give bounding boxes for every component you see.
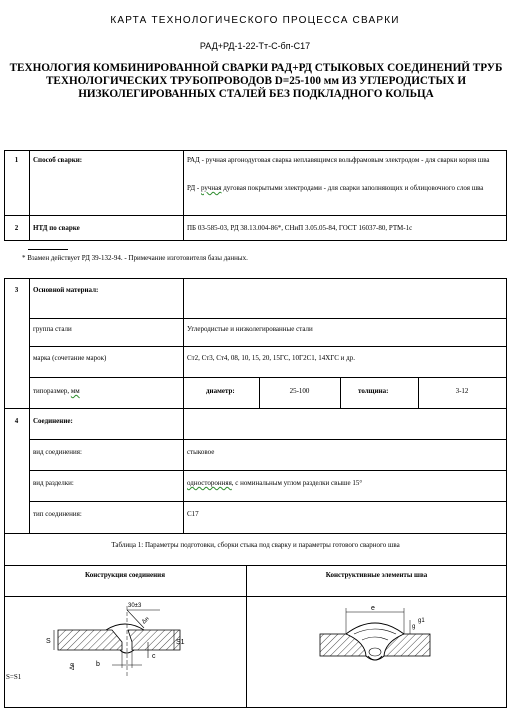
diameter-value: 25-100 <box>289 387 310 395</box>
weld-elements-drawing <box>310 598 440 706</box>
row-1-number: 1 <box>14 156 19 164</box>
table-1-caption: Таблица 1: Параметры подготовки, сборки стыка под сварку и параметры готового сварного шва <box>111 541 400 549</box>
angle-label: 30±3 <box>128 603 142 609</box>
thickness-label: толщина: <box>358 387 389 395</box>
diameter-label: диаметр: <box>206 387 235 395</box>
grade-label: марка (сочетание марок) <box>33 354 107 362</box>
groove-label: вид разделки: <box>33 479 74 487</box>
size-label: типоразмер, мм <box>33 387 80 395</box>
delta-b-label: Δв <box>70 662 76 670</box>
b-label: b <box>96 661 100 668</box>
heading-line-2: ТЕХНОЛОГИЧЕСКИХ ТРУБОПРОВОДОВ D=25-100 мм ИЗ УГЛЕРОДИСТЫХ И <box>45 75 467 87</box>
joint-code-value: С17 <box>187 510 199 518</box>
joint-construction-drawing <box>48 598 244 706</box>
row-3-number: 3 <box>14 286 19 294</box>
heading-line-3: НИЗКОЛЕГИРОВАННЫХ СТАЛЕЙ БЕЗ ПОДКЛАДНОГО КОЛЬЦА <box>78 88 434 100</box>
grade-value: Ст2, Ст3, Ст4, 08, 10, 15, 20, 15ГС, 10Г2С1, 14ХГС и др. <box>187 354 355 362</box>
thickness-value: 3-12 <box>455 387 469 395</box>
s1-label: S1 <box>176 639 185 646</box>
row-3-label: Основной материал: <box>33 286 99 294</box>
table-1-note: S=S1 <box>6 673 22 681</box>
joint-type-label: вид соединения: <box>33 448 82 456</box>
e-label: e <box>371 605 375 612</box>
row-2-number: 2 <box>14 224 19 232</box>
joint-type-value: стыковое <box>187 448 215 456</box>
g-label: g <box>412 624 416 630</box>
steel-group-label: группа стали <box>33 325 72 333</box>
s-label: S <box>46 638 51 645</box>
table-1-col-elements: Конструктивные элементы шва <box>325 571 428 579</box>
c-label: c <box>152 653 156 660</box>
document-heading <box>4 62 508 101</box>
steel-group-value: Углеродистые и низколегированные стали <box>187 325 313 333</box>
card-code: РАД+РД-1-22-Тт-С-бп-С17 <box>199 41 311 51</box>
table-1-col-construction: Конструкция соединения <box>84 571 166 579</box>
delta-h-label: Δн <box>141 615 151 626</box>
row-2-value: ПБ 03-585-03, РД 38.13.004-86*, СНиП 3.05.05-84, ГОСТ 16037-80, РТМ-1с <box>187 224 413 232</box>
row-1-value-rd: РД - ручная дуговая покрытыми электродами - для сварки заполняющих и облицовочного слоя шва <box>187 184 484 192</box>
joint-code-label: тип соединения: <box>33 510 82 518</box>
row-4-label: Соединение: <box>33 417 73 425</box>
row-1-value-rad: РАД - ручная аргонодуговая сварка неплавящимся вольфрамовым электродом - для сварки корня шва <box>187 156 490 164</box>
row-2-label: НТД по сварке <box>33 224 80 232</box>
footnote: * Взамен действует РД 39-132-94. - Примечание изготовителя базы данных. <box>22 254 248 262</box>
row-1-label: Способ сварки: <box>33 156 83 164</box>
g1-label: g1 <box>418 618 425 624</box>
card-title: КАРТА ТЕХНОЛОГИЧЕСКОГО ПРОЦЕССА СВАРКИ <box>110 15 400 26</box>
groove-value: односторонняя, с номинальным углом разделки свыше 15° <box>187 479 363 487</box>
heading-line-1: ТЕХНОЛОГИЯ КОМБИНИРОВАННОЙ СВАРКИ РАД+РД СТЫКОВЫХ СОЕДИНЕНИЙ ТРУБ <box>9 62 503 74</box>
row-4-number: 4 <box>14 417 19 425</box>
